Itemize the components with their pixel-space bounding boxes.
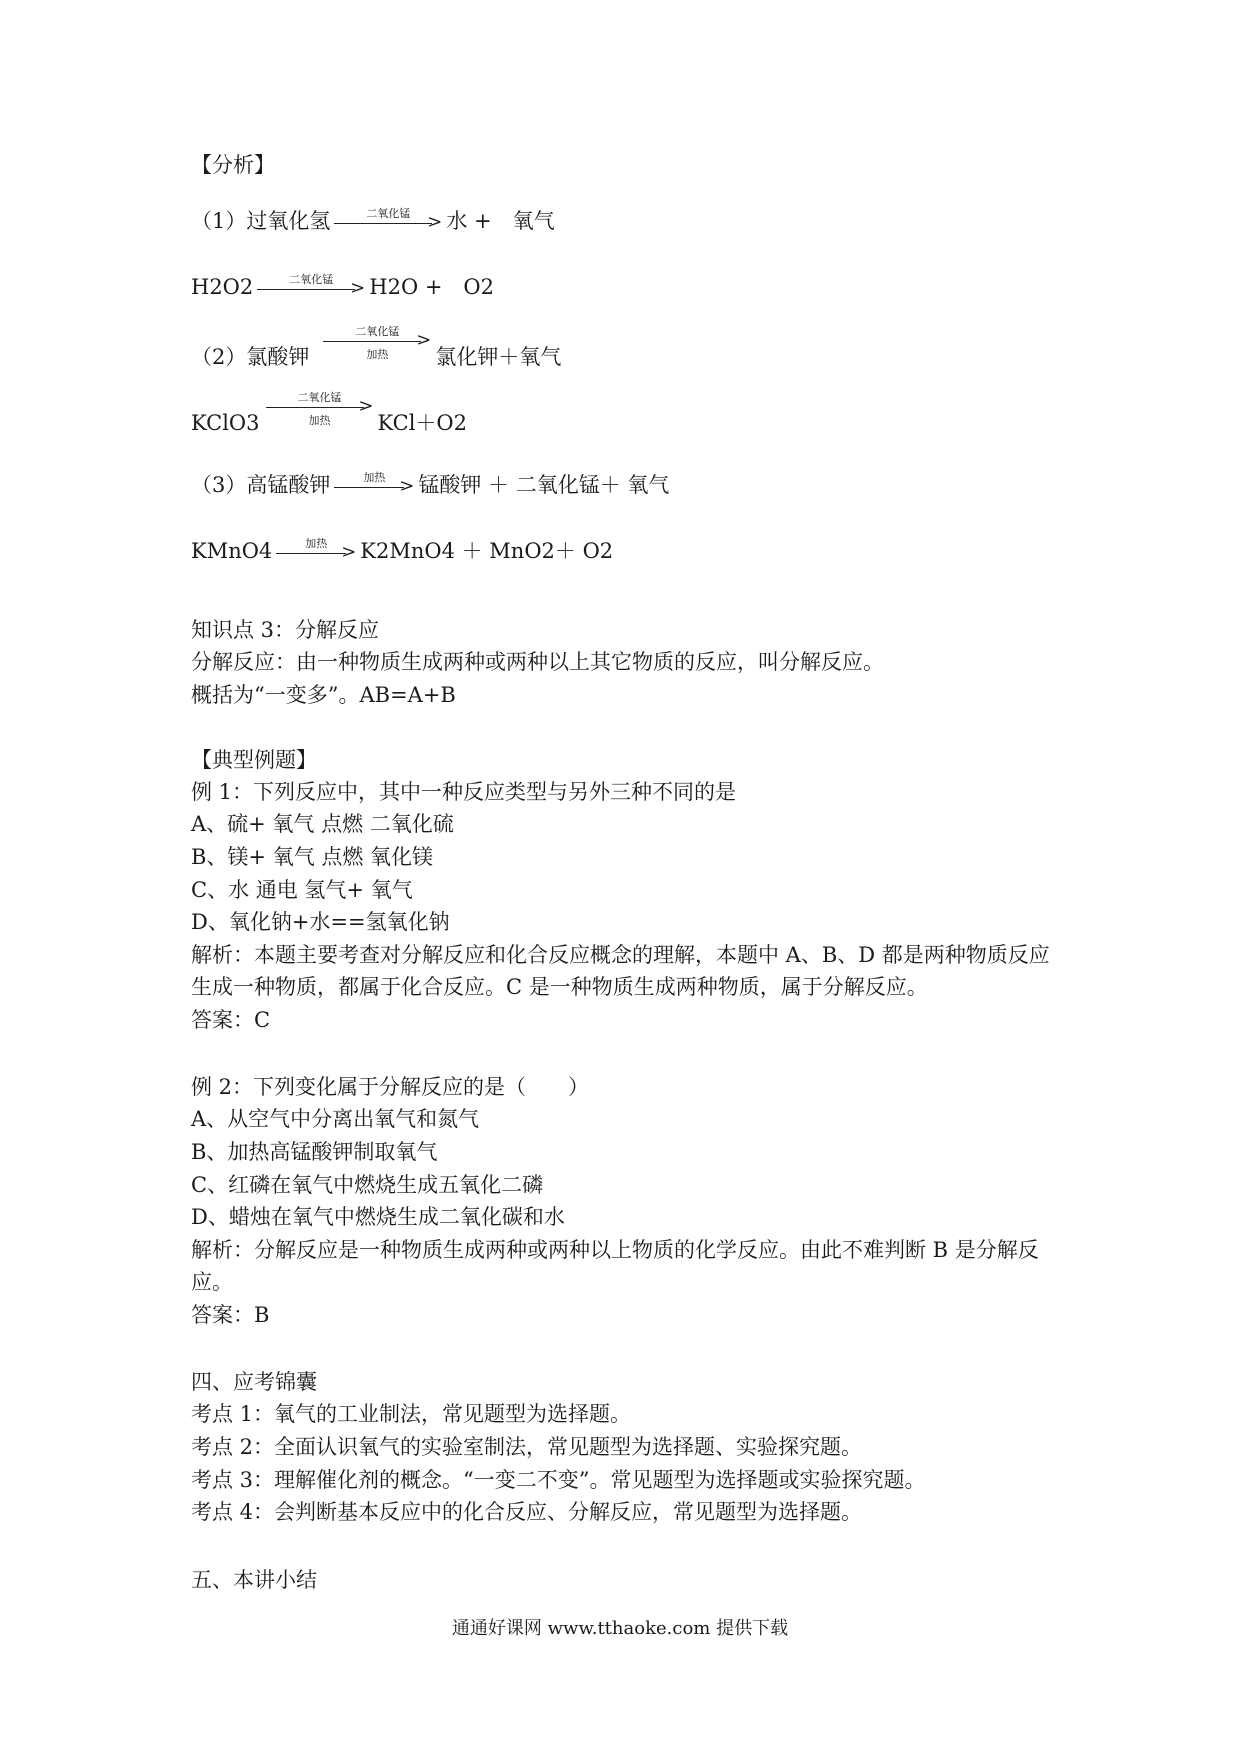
exam-point-4: 考点 4：会判断基本反应中的化合反应、分解反应，常见题型为选择题。 <box>191 1500 863 1524</box>
reaction-arrow: 二氧化锰 > 加热 <box>266 400 374 414</box>
knowledge-definition: 分解反应：由一种物质生成两种或两种以上其它物质的反应，叫分解反应。 <box>191 650 884 674</box>
equation-2-words <box>191 324 562 372</box>
reaction-arrow: 二氧化锰 > <box>257 282 365 296</box>
knowledge-title: 知识点 3：分解反应 <box>191 618 380 642</box>
reactant: KMnO4 <box>191 539 273 563</box>
example-1-analysis: 解析：本题主要考查对分解反应和化合反应概念的理解，本题中 A、B、D 都是两种物质反应生成一种物质，都属于化合反应。C 是一种物质生成两种物质，属于分解反应。 <box>191 943 1050 999</box>
example-2-option-a: A、从空气中分离出氧气和氮气 <box>191 1107 480 1131</box>
equation-1-formula <box>191 272 494 302</box>
products: 水 + 氧气 <box>446 209 555 233</box>
arrow-condition: 加热 <box>363 470 386 484</box>
products: 锰酸钾 ＋ 二氧化锰＋ 氧气 <box>418 473 670 497</box>
knowledge-summary: 概括为“一变多”。AB=A+B <box>191 683 456 707</box>
example-2-option-b: B、加热高锰酸钾制取氧气 <box>191 1140 438 1164</box>
example-1-option-d: D、氧化钠+水==氢氧化钠 <box>191 910 450 934</box>
products: K2MnO4 ＋ MnO2＋ O2 <box>360 539 614 563</box>
reactant: H2O2 <box>191 275 254 299</box>
arrow-condition: 二氧化锰 <box>289 272 334 286</box>
products: 氯化钾＋氧气 <box>435 345 562 369</box>
exam-point-1: 考点 1：氧气的工业制法，常见题型为选择题。 <box>191 1402 632 1426</box>
arrow-condition-bottom: 加热 <box>308 413 331 427</box>
example-1-option-b: B、镁+ 氧气 点燃 氧化镁 <box>191 845 434 869</box>
example-2-option-c: C、红磷在氧气中燃烧生成五氧化二磷 <box>191 1173 544 1197</box>
reaction-arrow: 加热 > <box>334 480 414 494</box>
reactant: （3）高锰酸钾 <box>191 473 331 497</box>
products: KCl＋O2 <box>377 411 467 435</box>
arrow-condition-top: 二氧化锰 <box>297 390 342 404</box>
reaction-arrow: 二氧化锰 > 加热 <box>323 334 431 348</box>
exam-point-3: 考点 3：理解催化剂的概念。“一变二不变”。常见题型为选择题或实验探究题。 <box>191 1468 926 1492</box>
examples-title: 【典型例题】 <box>191 748 317 772</box>
example-1-option-c: C、水 通电 氢气+ 氧气 <box>191 878 413 902</box>
reactant: （1）过氧化氢 <box>191 209 331 233</box>
arrow-condition-top: 二氧化锰 <box>355 324 400 338</box>
example-2-analysis: 解析：分解反应是一种物质生成两种或两种以上物质的化学反应。由此不难判断 B 是分解反应。 <box>191 1238 1039 1294</box>
arrow-condition-bottom: 加热 <box>366 347 389 361</box>
example-1-answer: 答案：C <box>191 1008 271 1032</box>
example-2-question: 例 2：下列变化属于分解反应的是（ ） <box>191 1075 590 1099</box>
example-1-question: 例 1：下列反应中，其中一种反应类型与另外三种不同的是 <box>191 780 737 804</box>
arrow-condition: 二氧化锰 <box>366 206 411 220</box>
arrow-condition: 加热 <box>305 536 328 550</box>
example-1-option-a: A、硫+ 氧气 点燃 二氧化硫 <box>191 812 454 836</box>
section-5-title: 五、本讲小结 <box>191 1568 317 1592</box>
exam-point-2: 考点 2：全面认识氧气的实验室制法，常见题型为选择题、实验探究题。 <box>191 1435 863 1459</box>
equation-2-formula <box>191 390 467 438</box>
section-4-title: 四、应考锦囊 <box>191 1370 317 1394</box>
example-2-answer: 答案：B <box>191 1303 270 1327</box>
page-footer: 通通好课网 www.tthaoke.com 提供下载 <box>451 1618 789 1639</box>
reaction-arrow: 加热 > <box>276 546 356 560</box>
equation-1-words <box>191 206 555 236</box>
equation-3-formula <box>191 536 613 566</box>
products: H2O + O2 <box>369 275 495 299</box>
analysis-title: 【分析】 <box>191 153 275 177</box>
equation-3-words <box>191 470 669 500</box>
reaction-arrow: 二氧化锰 > <box>334 216 442 230</box>
reactant: （2）氯酸钾 <box>191 345 310 369</box>
reactant: KClO3 <box>191 411 260 435</box>
example-2-option-d: D、蜡烛在氧气中燃烧生成二氧化碳和水 <box>191 1205 565 1229</box>
